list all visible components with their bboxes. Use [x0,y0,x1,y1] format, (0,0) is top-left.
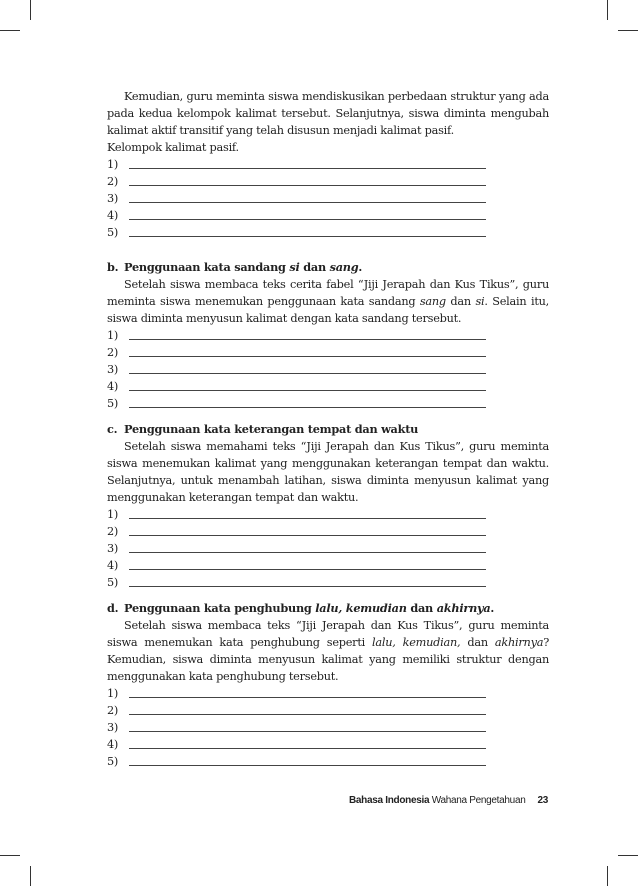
answer-list-c [107,506,549,591]
page-number: 23 [537,795,548,806]
list-item: 3) [107,719,549,736]
answer-line[interactable] [129,168,486,169]
answer-list-d [107,685,549,770]
page-content [107,88,549,770]
section-c-heading: c. Penggunaan kata keterangan tempat dan waktu [107,422,419,436]
list-item: 1) [107,685,549,702]
answer-line[interactable] [129,518,486,519]
list-item: 2) [107,173,549,190]
answer-line[interactable] [129,569,486,570]
answer-line[interactable] [129,236,486,237]
answer-line[interactable] [129,219,486,220]
section-d-heading: d. Penggunaan kata penghubung lalu, kemudian dan akhirnya. [107,601,495,615]
list-item: 2) [107,344,549,361]
list-item: 4) [107,736,549,753]
answer-line[interactable] [129,697,486,698]
book-title: Bahasa Indonesia [349,795,430,806]
list-item: 5) [107,574,549,591]
crop-mark [30,0,31,20]
section-b-paragraph: Setelah siswa membaca teks cerita fabel “Jiji Jerapah dan Kus Tikus”, guru meminta siswa menemukan penggunaan kata sandang sang dan si. Selain itu, siswa diminta menyusun kalimat dengan kata sandang tersebut. [107,278,549,325]
section-b-heading: b. Penggunaan kata sandang si dan sang. [107,260,363,274]
list-item: 3) [107,540,549,557]
section-c-paragraph: Setelah siswa memahami teks “Jiji Jerapah dan Kus Tikus”, guru meminta siswa menemukan kalimat yang menggunakan keterangan tempat dan waktu. Selanjutnya, untuk menambah latihan, siswa diminta menyusun kalimat yang menggunakan keterangan tempat dan waktu. [107,440,549,504]
section-d-paragraph: Setelah siswa membaca teks “Jiji Jerapah dan Kus Tikus”, guru meminta siswa menemukan kata penghubung seperti lalu, kemudian, dan akhirnya? Kemudian, siswa diminta menyusun kalimat yang memiliki struktur dengan menggunakan kata penghubung tersebut. [107,619,549,683]
list-item: 4) [107,207,549,224]
intro-paragraph: Kemudian, guru meminta siswa mendiskusikan perbedaan struktur yang ada pada kedua kelompok kalimat tersebut. Selanjutnya, siswa diminta mengubah kalimat aktif transitif yang telah disusun menjadi kalimat pasif. [107,90,549,137]
answer-list-b [107,327,549,412]
answer-line[interactable] [129,552,486,553]
list-item: 3) [107,361,549,378]
crop-mark [30,866,31,886]
answer-line[interactable] [129,202,486,203]
page-footer [349,795,548,806]
answer-line[interactable] [129,356,486,357]
answer-line[interactable] [129,765,486,766]
list-item: 5) [107,753,549,770]
list-item: 4) [107,557,549,574]
answer-list-intro [107,156,549,241]
list-item: 1) [107,327,549,344]
book-subtitle: Wahana Pengetahuan [429,795,526,806]
crop-mark [618,30,638,31]
answer-line[interactable] [129,373,486,374]
list-item: 3) [107,190,549,207]
list-item: 2) [107,702,549,719]
answer-line[interactable] [129,390,486,391]
crop-mark [618,855,638,856]
answer-line[interactable] [129,535,486,536]
crop-mark [607,866,608,886]
answer-line[interactable] [129,714,486,715]
list-item: 1) [107,506,549,523]
list-item: 1) [107,156,549,173]
crop-mark [0,855,20,856]
list-item: 5) [107,224,549,241]
answer-line[interactable] [129,731,486,732]
answer-line[interactable] [129,185,486,186]
list-item: 2) [107,523,549,540]
answer-line[interactable] [129,339,486,340]
list-item: 5) [107,395,549,412]
crop-mark [607,0,608,20]
list-item: 4) [107,378,549,395]
list-title: Kelompok kalimat pasif. [107,141,239,154]
answer-line[interactable] [129,586,486,587]
answer-line[interactable] [129,748,486,749]
crop-mark [0,30,20,31]
answer-line[interactable] [129,407,486,408]
